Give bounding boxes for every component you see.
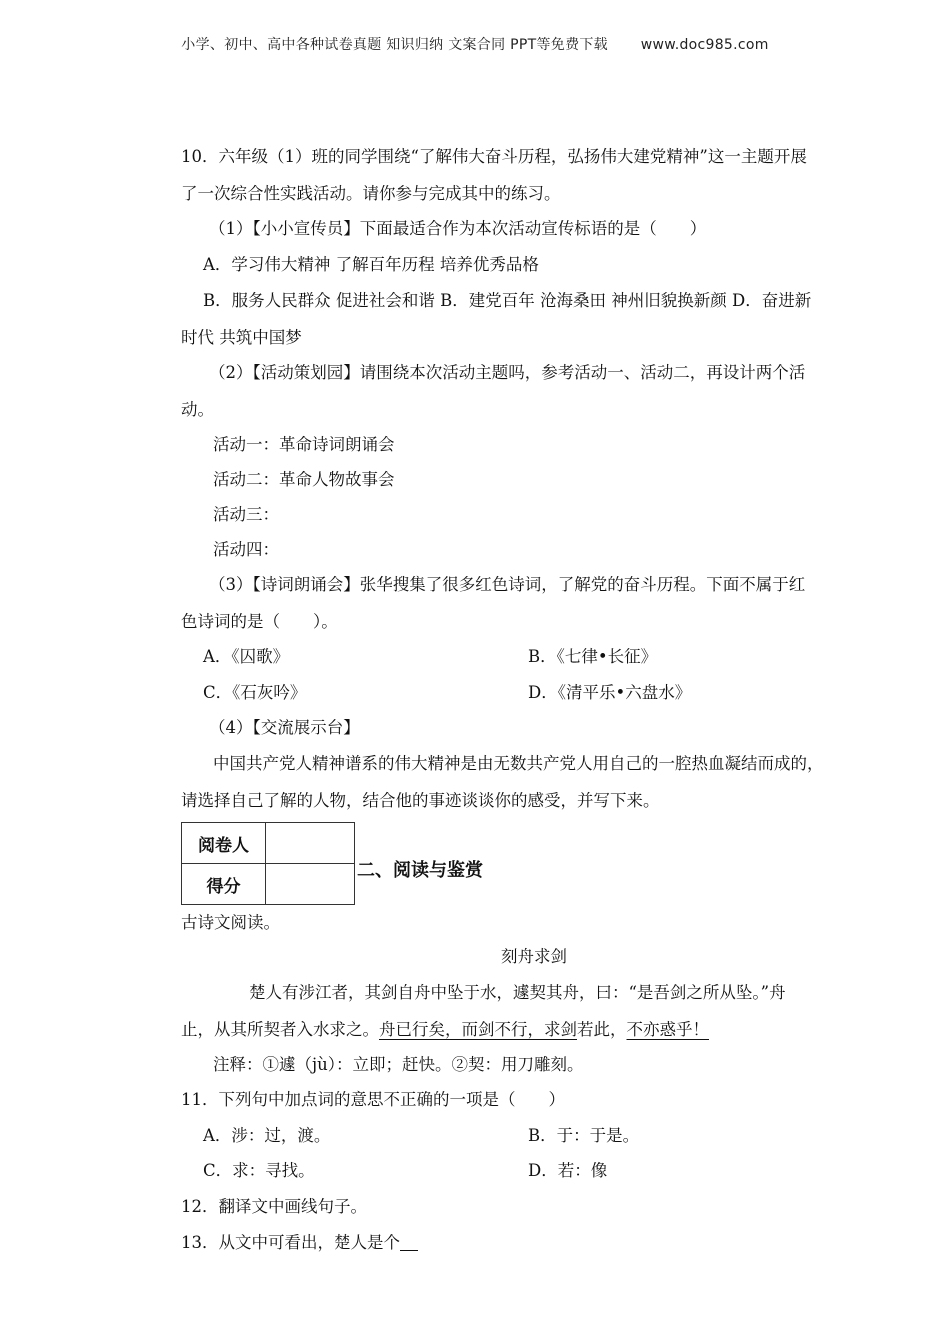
section-intro: 古诗文阅读。 (181, 913, 280, 932)
q10-line1: 10．六年级（1）班的同学围绕“了解伟大奋斗历程，弘扬伟大建党精神”这一主题开展 (181, 147, 807, 166)
q13-stem: 13．从文中可看出，楚人是个 (181, 1233, 400, 1252)
q11-option-c: C．求：寻找。 (203, 1161, 315, 1180)
q10-part3-option-a: A．《囚歌》 (203, 647, 290, 666)
q10-part1-option-d-cont: 时代 共筑中国梦 (181, 328, 302, 347)
q10-part3-line1: （3）【诗词朗诵会】张华搜集了很多红色诗词，了解党的奋斗历程。下面不属于红 (209, 575, 806, 594)
activity-4: 活动四： (213, 540, 279, 559)
q10-part3-option-b: B．《七律•长征》 (528, 647, 658, 666)
q10-part1-options-bd: B．服务人民群众 促进社会和谐 B．建党百年 沧海桑田 神州旧貌换新颜 D．奋进新 (203, 291, 812, 310)
section-title: 二、阅读与鉴赏 (357, 860, 483, 881)
q10-part4-line1: 中国共产党人精神谱系的伟大精神是由无数共产党人用自己的一腔热血凝结而成的， (213, 754, 824, 773)
score-table (181, 822, 355, 905)
classical-text-line1: 楚人有涉江者，其剑自舟中坠于水，遽契其舟，曰：“是吾剑之所从坠。”舟 (249, 983, 786, 1002)
q10-part2-line1: （2）【活动策划园】请围绕本次活动主题吗，参考活动一、活动二，再设计两个活 (209, 363, 806, 382)
annotation-note: 注释：①遽（jù）：立即；赶快。②契：用刀雕刻。 (213, 1055, 584, 1074)
header-text: 小学、初中、高中各种试卷真题 知识归纳 文案合同 PPT等免费下载 (181, 37, 608, 53)
reviewer-label: 阅卷人 (182, 823, 266, 864)
page-header (0, 34, 950, 54)
q11-option-b: B．于：于是。 (528, 1126, 640, 1145)
q10-part2-line2: 动。 (181, 400, 214, 419)
score-label: 得分 (182, 864, 266, 905)
q10-part3-line2: 色诗词的是（ ）。 (181, 612, 338, 631)
header-site-url[interactable]: www.doc985.com (640, 37, 769, 53)
activity-2: 活动二：革命人物故事会 (213, 470, 395, 489)
q10-part3-option-d: D．《清平乐•六盘水》 (528, 683, 692, 702)
text-underlined-1: 舟已行矣，而剑不行，求剑 (379, 1020, 577, 1039)
text-underlined-2: 不亦惑乎！ (626, 1020, 709, 1039)
q10-part1: （1）【小小宣传员】下面最适合作为本次活动宣传标语的是（ ） (209, 219, 707, 238)
text-mid: 若此， (577, 1020, 627, 1039)
activity-3: 活动三： (213, 505, 279, 524)
q10-part4-line2: 请选择自己了解的人物，结合他的事迹谈谈你的感受，并写下来。 (181, 791, 660, 810)
q11-stem: 11．下列句中加点词的意思不正确的一项是（ ） (181, 1090, 565, 1109)
q11-option-a: A．涉：过，渡。 (203, 1126, 331, 1145)
text-plain: 止，从其所契者入水求之。 (181, 1020, 379, 1039)
q13-answer-blank[interactable] (400, 1234, 418, 1251)
q10-part1-option-a: A．学习伟大精神 了解百年历程 培养优秀品格 (203, 255, 539, 274)
score-cell[interactable] (266, 864, 355, 905)
q13-line (181, 1232, 418, 1254)
reviewer-cell[interactable] (266, 823, 355, 864)
q11-option-d: D．若：像 (528, 1161, 608, 1180)
q10-line2: 了一次综合性实践活动。请你参与完成其中的练习。 (181, 184, 561, 203)
classical-text-line2 (181, 1019, 709, 1041)
q10-part4: （4）【交流展示台】 (209, 718, 360, 737)
poem-title: 刻舟求剑 (501, 947, 567, 966)
q10-part3-option-c: C．《石灰吟》 (203, 683, 307, 702)
activity-1: 活动一：革命诗词朗诵会 (213, 435, 395, 454)
q12-stem: 12．翻译文中画线句子。 (181, 1197, 367, 1216)
